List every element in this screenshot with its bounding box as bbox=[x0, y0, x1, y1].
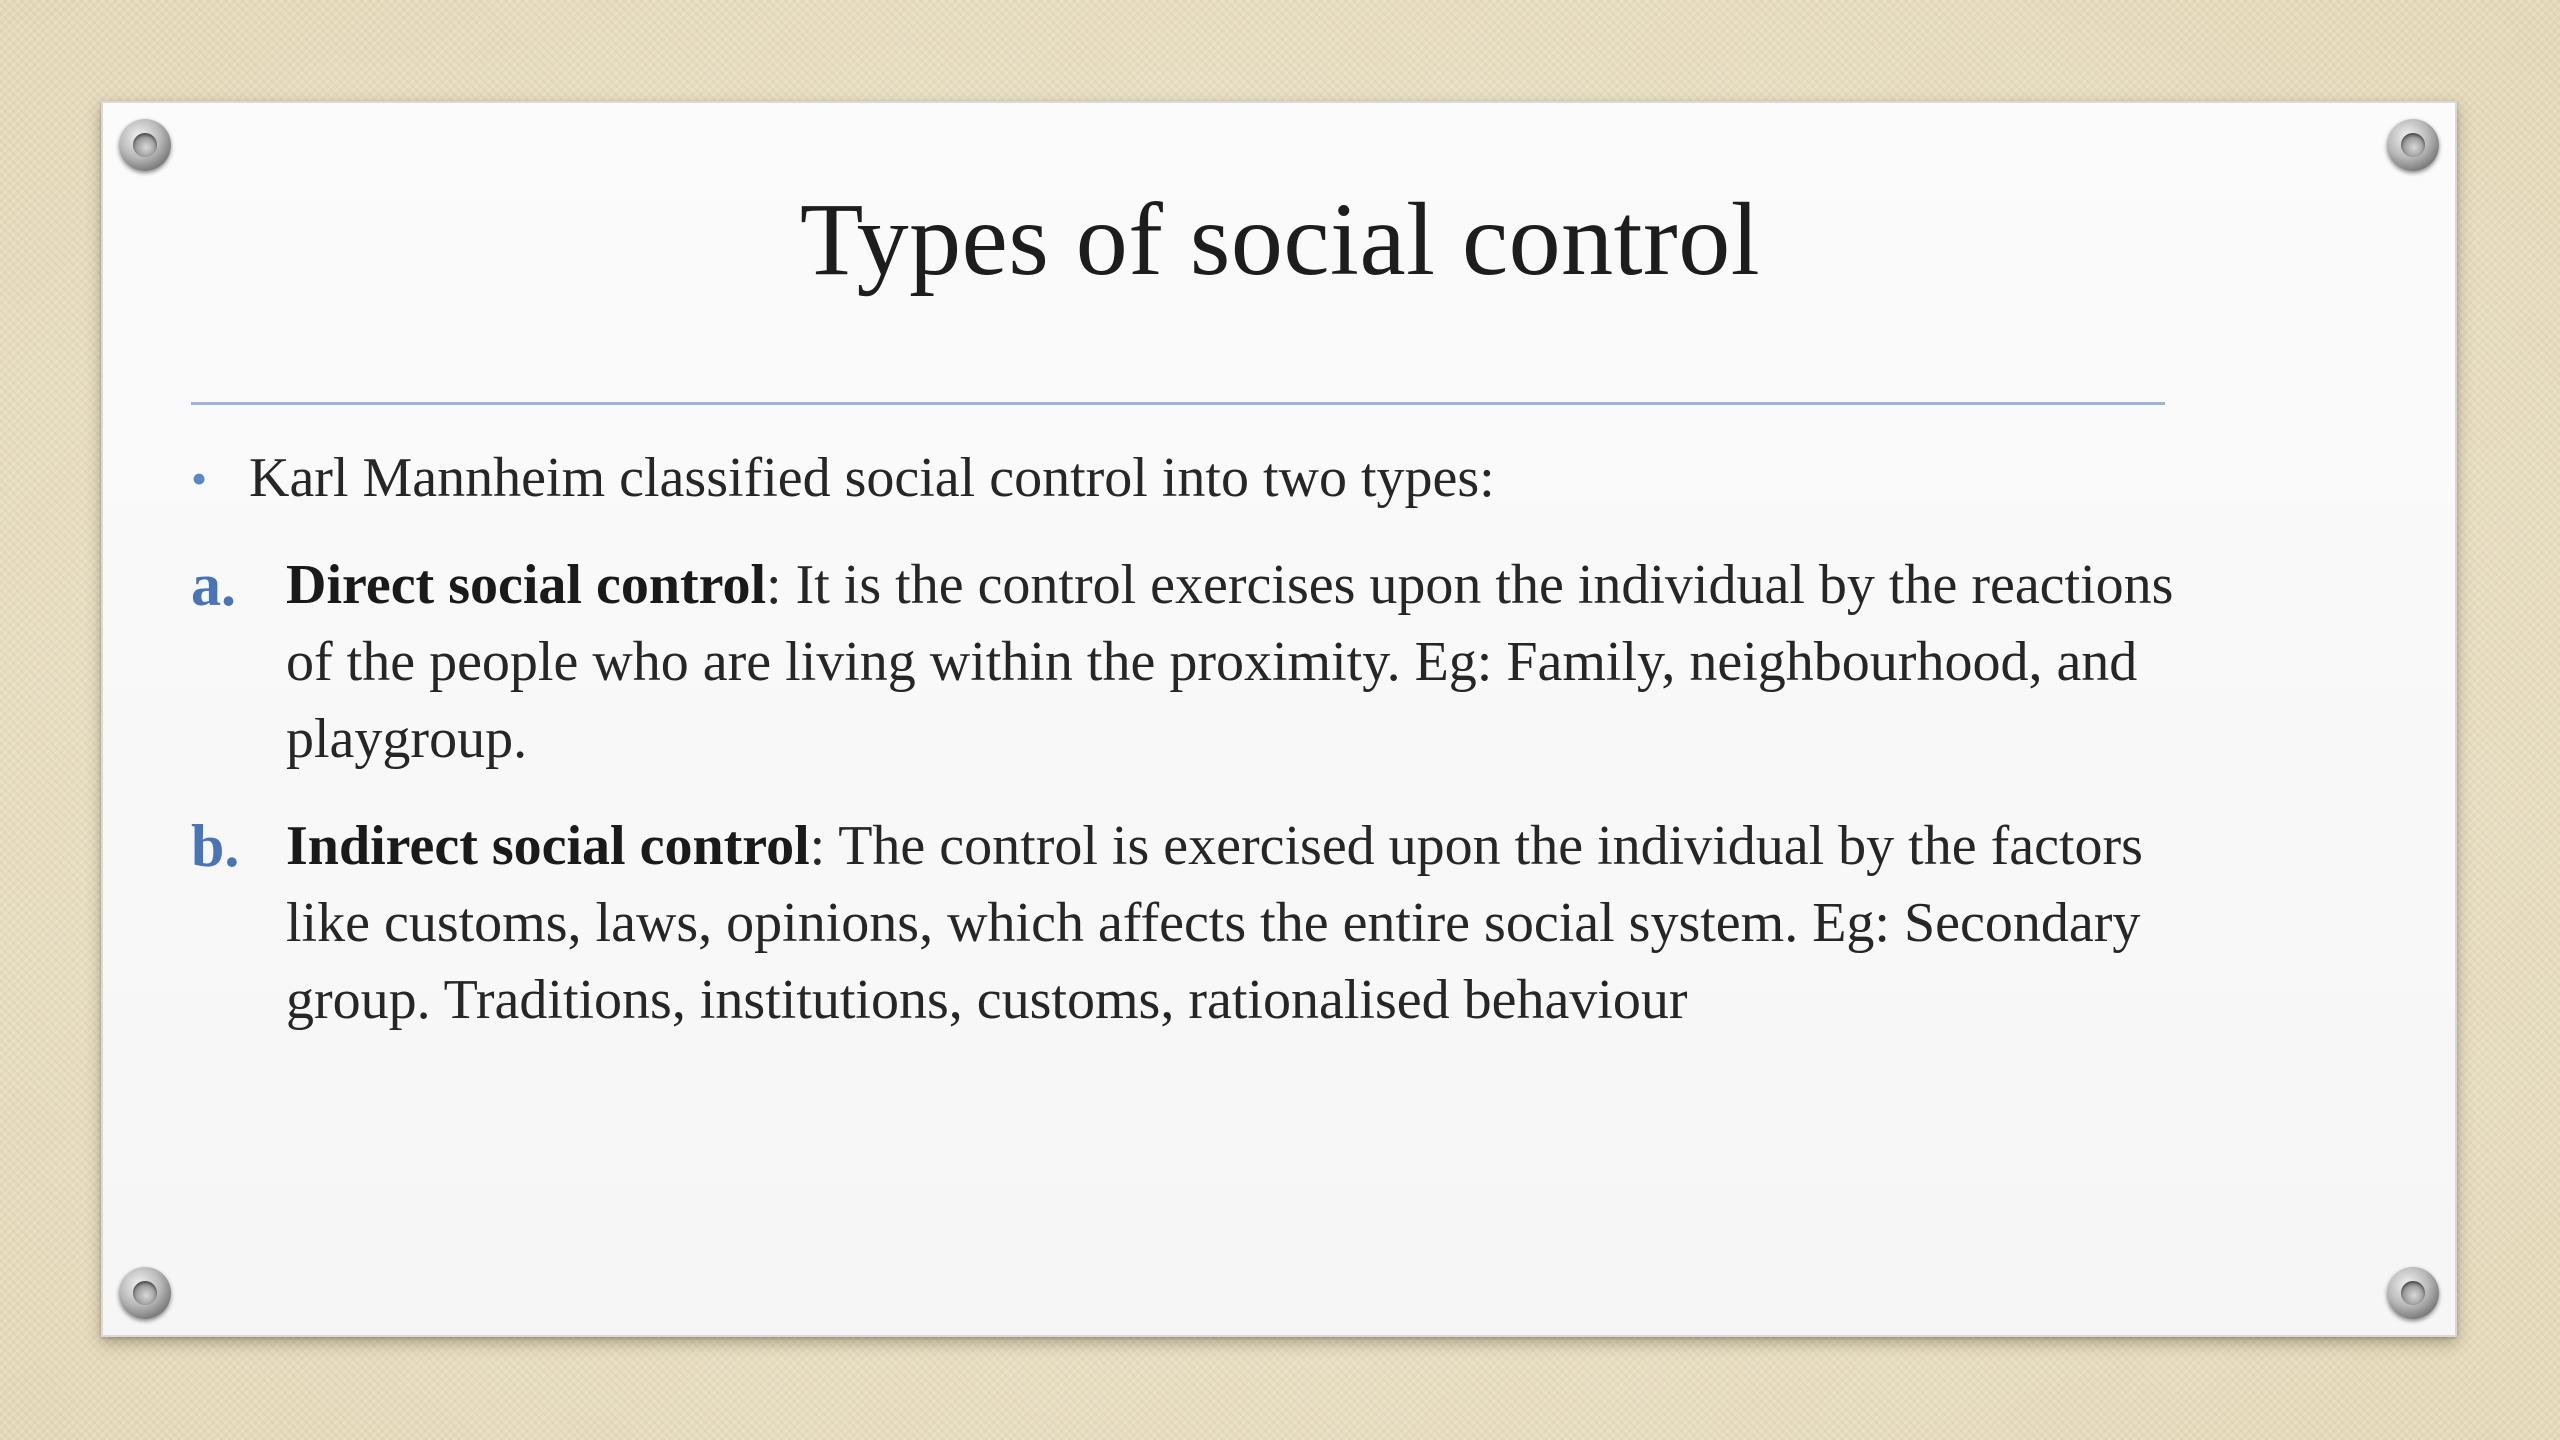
title-divider bbox=[191, 402, 2165, 405]
list-marker: b. bbox=[191, 813, 240, 879]
grommet-icon bbox=[2387, 1267, 2439, 1319]
list-marker: a. bbox=[191, 552, 236, 618]
bullet-icon: • bbox=[191, 453, 208, 504]
grommet-icon bbox=[119, 1267, 171, 1319]
intro-text: Karl Mannheim classified social control into two types: bbox=[249, 447, 1495, 509]
grommet-icon bbox=[2387, 119, 2439, 171]
list-item-direct bbox=[191, 547, 2191, 778]
term-label: Indirect social control bbox=[286, 815, 810, 877]
intro-bullet bbox=[191, 440, 2191, 517]
term-label: Direct social control bbox=[286, 554, 767, 616]
list-item-indirect bbox=[191, 808, 2191, 1039]
term-description: : It is the control exercises upon the individual by the reactions of the people who are living within the proximity. Eg: Family, neighbourhood, and playgroup. bbox=[286, 554, 2174, 770]
grommet-icon bbox=[119, 119, 171, 171]
term-description: : The control is exercised upon the individual by the factors like customs, laws, opinions, which affects the entire social system. Eg: Secondary group. Traditions, institutions, customs, rationalised behaviour bbox=[286, 815, 2143, 1031]
slide-title: Types of social control bbox=[799, 182, 1761, 297]
slide-body bbox=[191, 440, 2191, 1069]
